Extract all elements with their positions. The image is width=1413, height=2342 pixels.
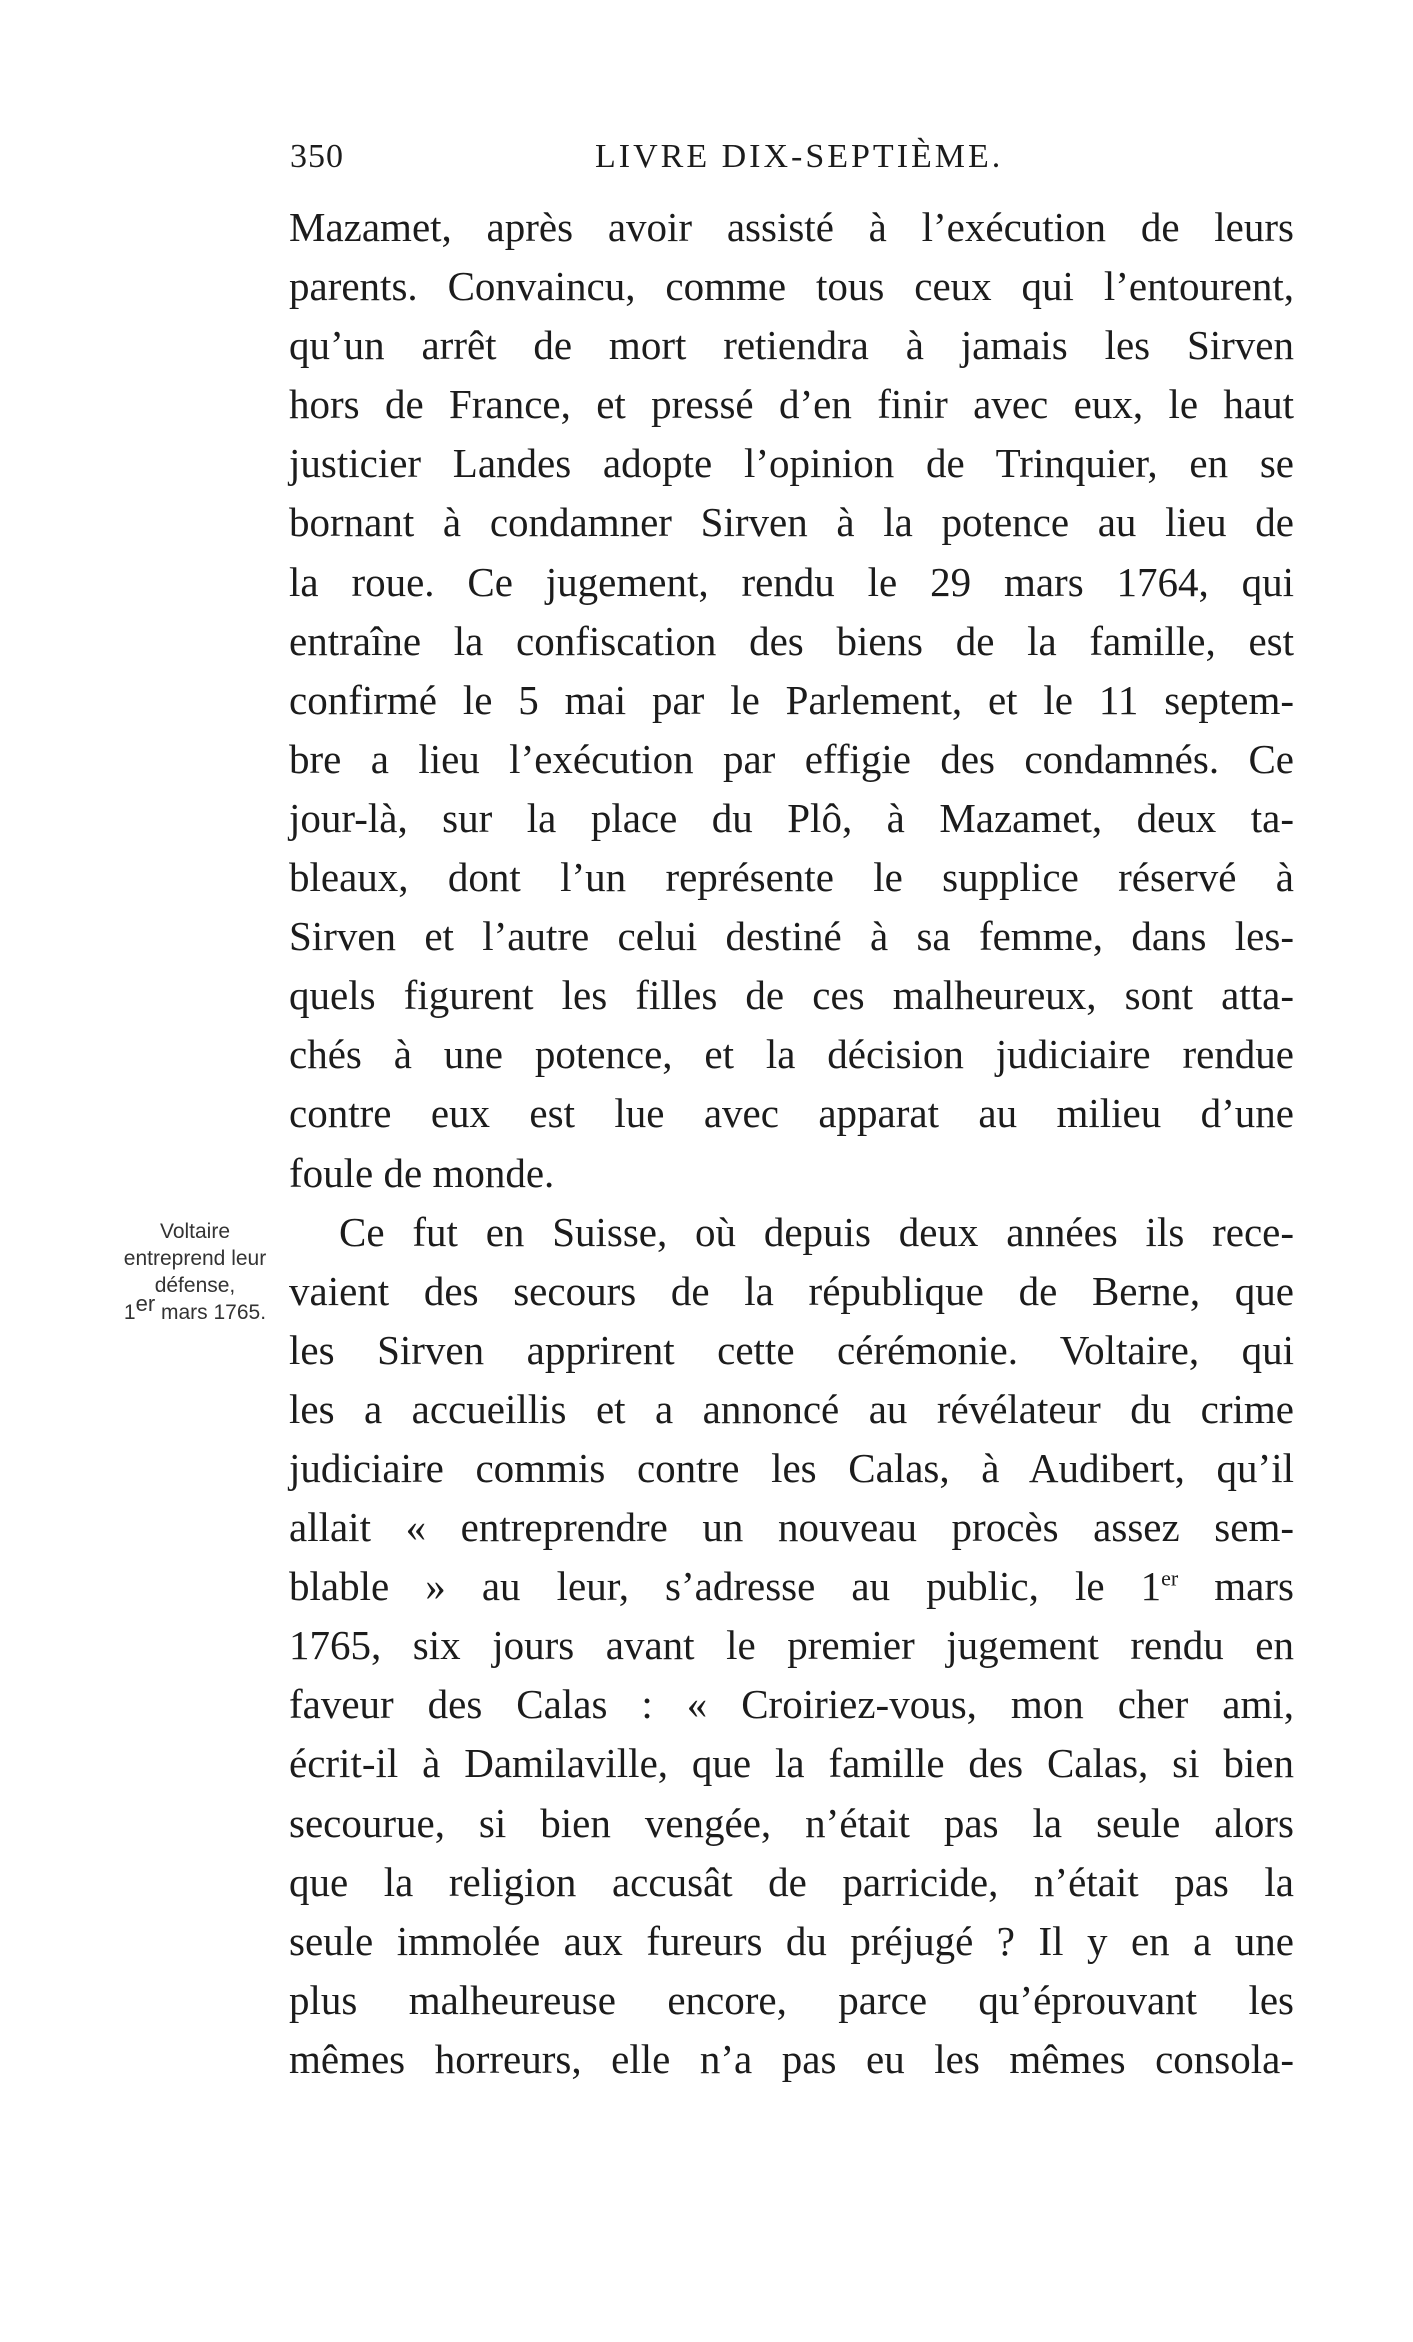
- text-line: hors de France, et pressé d’en finir avec eux, le haut: [289, 381, 1294, 428]
- text-line: les Sirven apprirent cette cérémonie. Voltaire, qui: [289, 1326, 1294, 1373]
- margin-note-line: 1er mars 1765.: [123, 1291, 267, 1324]
- body-text: [289, 198, 1294, 2089]
- text-line: les a accueillis et a annoncé au révélateur du crime: [289, 1385, 1294, 1432]
- text-line: jour-là, sur la place du Plô, à Mazamet, deux ta-: [289, 794, 1294, 841]
- text-line: bre a lieu l’exécution par effigie des condamnés. Ce: [289, 735, 1294, 782]
- text-line: judiciaire commis contre les Calas, à Audibert, qu’il: [289, 1444, 1294, 1491]
- text-line: justicier Landes adopte l’opinion de Trinquier, en se: [289, 440, 1294, 487]
- text-line: mêmes horreurs, elle n’a pas eu les mêmes consola-: [289, 2035, 1294, 2082]
- text-line: secourue, si bien vengée, n’était pas la seule alors: [289, 1799, 1294, 1846]
- text-line: parents. Convaincu, comme tous ceux qui l’entourent,: [289, 263, 1294, 310]
- text-line: bornant à condamner Sirven à la potence au lieu de: [289, 499, 1294, 546]
- page-number: 350: [290, 138, 344, 175]
- text-line: quels figurent les filles de ces malheureux, sont atta-: [289, 972, 1294, 1019]
- page-header: [0, 138, 1413, 188]
- text-line: Sirven et l’autre celui destiné à sa femme, dans les-: [289, 913, 1294, 960]
- text-line: chés à une potence, et la décision judiciaire rendue: [289, 1031, 1294, 1078]
- margin-note: [110, 1218, 280, 1326]
- text-line: que la religion accusât de parricide, n’était pas la: [289, 1858, 1294, 1905]
- margin-note-line: défense,: [154, 1274, 236, 1297]
- text-line: la roue. Ce jugement, rendu le 29 mars 1764, qui: [289, 558, 1294, 605]
- text-line: blable » au leur, s’adresse au public, le 1er mars: [289, 1563, 1294, 1610]
- running-head: LIVRE DIX-SEPTIÈME.: [595, 138, 1004, 175]
- text-line: confirmé le 5 mai par le Parlement, et le 11 septem-: [289, 676, 1294, 723]
- text-line: Ce fut en Suisse, où depuis deux années ils rece-: [339, 1208, 1294, 1255]
- text-line: entraîne la confiscation des biens de la famille, est: [289, 617, 1294, 664]
- text-line: contre eux est lue avec apparat au milieu d’une: [289, 1090, 1294, 1137]
- text-line: allait « entreprendre un nouveau procès assez sem-: [289, 1504, 1294, 1551]
- margin-note-line: Voltaire: [159, 1220, 231, 1243]
- text-line: qu’un arrêt de mort retiendra à jamais les Sirven: [289, 322, 1294, 369]
- text-line: Mazamet, après avoir assisté à l’exécution de leurs: [289, 204, 1294, 250]
- margin-note-line: entreprend leur: [123, 1247, 267, 1270]
- text-line: 1765, six jours avant le premier jugement rendu en: [289, 1622, 1294, 1669]
- text-line: seule immolée aux fureurs du préjugé ? Il y en a une: [289, 1917, 1294, 1964]
- text-line: écrit-il à Damilaville, que la famille des Calas, si bien: [289, 1740, 1294, 1787]
- text-line: bleaux, dont l’un représente le supplice réservé à: [289, 854, 1294, 901]
- text-line: faveur des Calas : « Croiriez-vous, mon cher ami,: [289, 1681, 1294, 1728]
- text-line: vaient des secours de la république de Berne, que: [289, 1267, 1294, 1314]
- text-line: foule de monde.: [289, 1149, 555, 1196]
- text-line: plus malheureuse encore, parce qu’éprouvant les: [289, 1976, 1294, 2023]
